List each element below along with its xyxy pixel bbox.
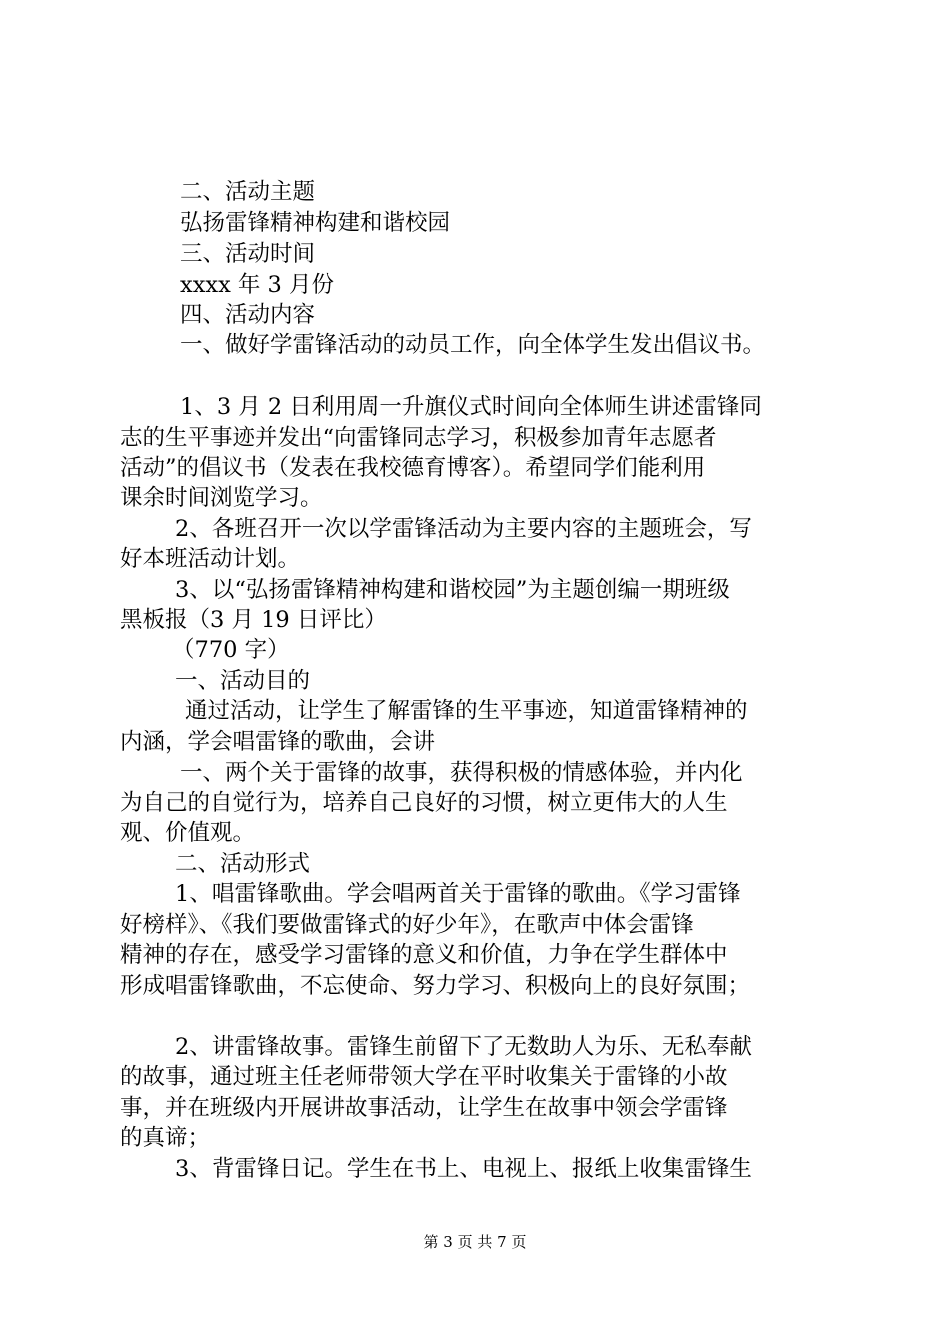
text-line: 好榜样》、《我们要做雷锋式的好少年》，在歌声中体会雷锋 [120, 912, 694, 938]
text-line: 黑板报（3 月 19 日评比） [120, 607, 387, 633]
text-line: 一、做好学雷锋活动的动员工作，向全体学生发出倡议书。 [180, 332, 766, 358]
text-line: 内涵，学会唱雷锋的歌曲，会讲 [120, 729, 436, 755]
text-line: 事，并在班级内开展讲故事活动，让学生在故事中领会学雷锋 [120, 1095, 728, 1121]
text-line: 2、各班召开一次以学雷锋活动为主要内容的主题班会，写 [175, 516, 752, 542]
text-line: 2、讲雷锋故事。雷锋生前留下了无数助人为乐、无私奉献 [175, 1034, 752, 1060]
text-line: 弘扬雷锋精神构建和谐校园 [180, 210, 451, 236]
page-number-footer: 第 3 页 共 7 页 [423, 1233, 527, 1251]
section-heading: 四、活动内容 [180, 302, 316, 328]
text-line: 3、背雷锋日记。学生在书上、电视上、报纸上收集雷锋生 [175, 1156, 752, 1182]
text-line: 好本班活动计划。 [120, 546, 301, 572]
text-line: 3、以“弘扬雷锋精神构建和谐校园”为主题创编一期班级 [175, 577, 730, 603]
text-line: 一、两个关于雷锋的故事，获得积极的情感体验，并内化 [180, 760, 743, 786]
section-heading: 一、活动目的 [175, 668, 311, 694]
word-count: （770 字） [172, 637, 290, 663]
text-line: 通过活动，让学生了解雷锋的生平事迹，知道雷锋精神的 [185, 698, 748, 724]
text-line: 的真谛； [120, 1125, 211, 1151]
section-heading: 二、活动主题 [180, 179, 316, 205]
text-line: xxxx 年 3 月份 [180, 272, 335, 298]
text-line: 精神的存在，感受学习雷锋的意义和价值，力争在学生群体中 [120, 942, 728, 968]
section-heading: 三、活动时间 [180, 241, 316, 267]
text-line: 形成唱雷锋歌曲，不忘使命、努力学习、积极向上的良好氛围； [120, 973, 751, 999]
text-line: 活动”的倡议书（发表在我校德育博客）。希望同学们能利用 [120, 455, 706, 481]
text-line: 1、3 月 2 日利用周一升旗仪式时间向全体师生讲述雷锋同 [180, 394, 762, 420]
text-line: 的故事，通过班主任老师带领大学在平时收集关于雷锋的小故 [120, 1064, 728, 1090]
section-heading: 二、活动形式 [175, 851, 311, 877]
text-line: 1、唱雷锋歌曲。学会唱两首关于雷锋的歌曲。《学习雷锋 [175, 881, 741, 907]
text-line: 志的生平事迹并发出“向雷锋同志学习，积极参加青年志愿者 [120, 425, 717, 451]
text-line: 为自己的自觉行为，培养自己良好的习惯，树立更伟大的人生 [120, 790, 728, 816]
text-line: 课余时间浏览学习。 [120, 485, 323, 511]
text-line: 观、价值观。 [120, 820, 256, 846]
